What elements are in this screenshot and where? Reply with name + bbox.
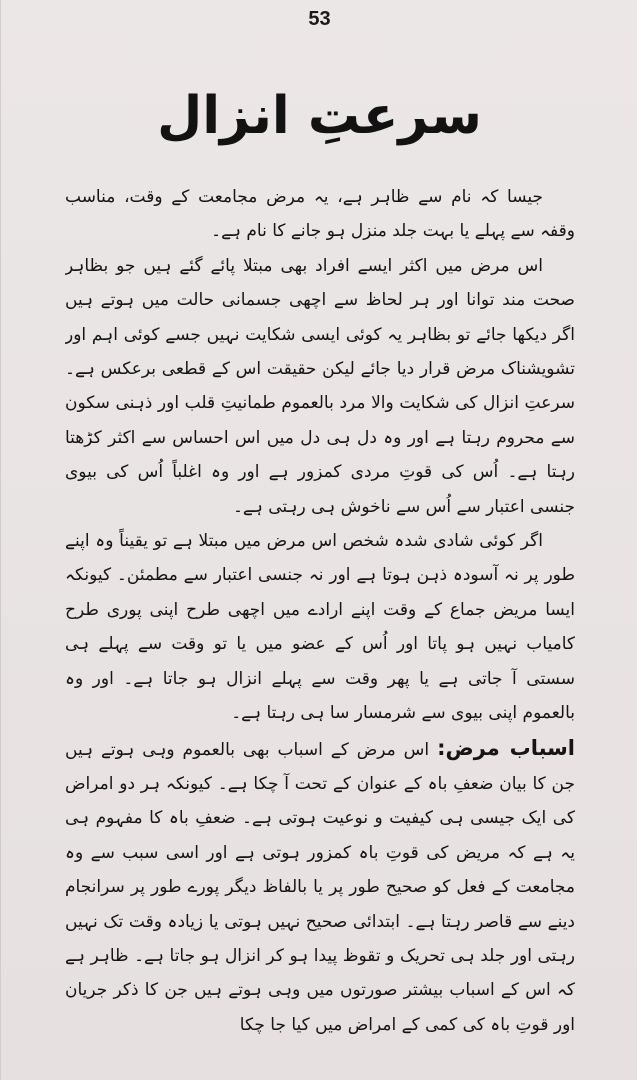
section-text: اس مرض کے اسباب بھی بالعموم وہی ہوتے ہیں جن کا بیان ضعفِ باہ کے عنوان کے تحت آ چکا ہے۔ کیونکہ ہر دو امراض کی ایک جیسی ہی کیفیت و نوعیت ہوتی ہے۔ ضعفِ باہ کا مفہوم ہی یہ ہے کہ مریض کی قوتِ باہ کمزور ہوتی ہے اور اسی سبب سے وہ مجامعت کے فعل کو صحیح طور پر یا بالفاظ دیگر پورے طور پر سرانجام دینے سے قاصر رہتا ہے۔ ابتدائی صحیح نہیں ہوتی یا زیادہ وقت تک نہیں رہتی اور جلد ہی تحریک و تقوظ پیدا ہو کر انزال ہو جاتا ہے۔ ظاہر ہے کہ اس کے اسباب بیشتر صورتوں میں وہی ہوتے ہیں جن کا ذکر جریان اور قوتِ باہ کی کمی کے امراض میں کیا جا چکا: [65, 739, 575, 1035]
page-number: 53: [308, 8, 331, 30]
page-body: [65, 180, 575, 1070]
section-heading: اسباب مرض:: [437, 735, 575, 760]
section-paragraph: [65, 731, 575, 1043]
paragraph-2: اس مرض میں اکثر ایسے افراد بھی مبتلا پائے گئے ہیں جو بظاہر صحت مند توانا اور ہر لحاظ سے اچھی جسمانی حالت میں ہوتے ہیں اگر دیکھا جائے تو بظاہر یہ کوئی ایسی شکایت نہیں جسے کوئی اہم اور تشویشناک مرض قرار دیا جائے لیکن حقیقت اس کے قطعی برعکس ہے۔ سرعتِ انزال کی شکایت والا مرد بالعموم طمانیتِ قلب اور ذہنی سکون سے محروم رہتا ہے اور وہ دل ہی دل میں اس احساس سے اکثر کڑھتا رہتا ہے۔ اُس کی قوتِ مردی کمزور ہے اور وہ اغلباً اُس کی بیوی جنسی اعتبار سے اُس سے ناخوش ہی رہتی ہے۔: [65, 255, 575, 517]
paragraph-3: اگر کوئی شادی شدہ شخص اس مرض میں مبتلا ہے تو یقیناً وہ اپنے طور پر نہ آسودہ ذہن ہوتا ہے اور نہ جنسی اعتبار سے مطمئن۔ کیونکہ ایسا مریض جماع کے وقت اپنے ارادے میں اچھی طرح اپنی پوری طرح کامیاب نہیں ہو پاتا اور اُس کے عضو میں یا تو وقت سے پہلے ہی سستی آ جاتی ہے یا پھر وقت سے پہلے انزال ہو جاتا ہے۔ اور وہ بالعموم اپنی بیوی سے شرمسار سا ہی رہتا ہے۔: [65, 531, 575, 724]
paragraph-1: جیسا کہ نام سے ظاہر ہے، یہ مرض مجامعت کے وقت، مناسب وقفہ سے پہلے یا بہت جلد منزل ہو جانے کا نام ہے۔: [65, 187, 575, 242]
chapter-title: سرعتِ انزال: [157, 86, 482, 146]
